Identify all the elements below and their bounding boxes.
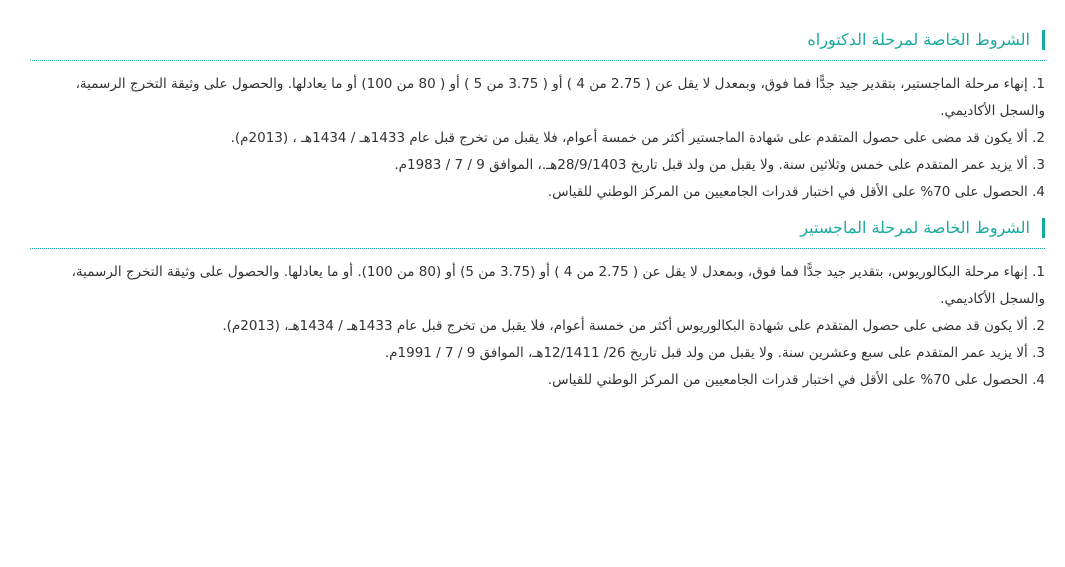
list-item <box>165 340 1045 367</box>
item-number: 1. <box>1032 76 1045 92</box>
item-text: الحصول على 70% على الأقل في اختبار قدرات الجامعيين من المركز الوطني للقياس. <box>547 372 1028 388</box>
list-item <box>30 259 1045 313</box>
masters-section-title: الشروط الخاصة لمرحلة الماجستير <box>30 218 1045 238</box>
item-text: الحصول على 70% على الأقل في اختبار قدرات الجامعيين من المركز الوطني للقياس. <box>547 184 1028 200</box>
item-number: 3. <box>1032 345 1045 361</box>
masters-section-header <box>30 212 1045 249</box>
list-item <box>165 367 1045 394</box>
list-item <box>165 152 1045 179</box>
item-text: إنهاء مرحلة الماجستير، بتقدير جيد جدًّا فما فوق، وبمعدل لا يقل عن ( 2.75 من 4 ) أو ( 3.75 من 5 ) أو ( 80 من 100) أو ما يعادلها. والحصول على وثيقة التخرج الرسمية، والسجل الأكاديمي. <box>75 76 1045 119</box>
phd-conditions-list <box>30 61 1045 212</box>
item-number: 1. <box>1032 264 1045 280</box>
item-text: إنهاء مرحلة البكالوريوس، بتقدير جيد جدًّا فما فوق، وبمعدل لا يقل عن ( 2.75 من 4 ) أو (3.75 من 5) أو (80 من 100). أو ما يعادلها. والحصول على وثيقة التخرج الرسمية، والسجل الأكاديمي. <box>71 264 1045 307</box>
list-item <box>165 179 1045 206</box>
phd-section-title: الشروط الخاصة لمرحلة الدكتوراه <box>30 30 1045 50</box>
phd-section-header <box>30 0 1045 61</box>
item-text: ألا يكون قد مضى على حصول المتقدم على شهادة الماجستير أكثر من خمسة أعوام، فلا يقبل من تخرج قبل عام 1433هـ / 1434هـ ، (2013م). <box>230 130 1028 146</box>
item-text: ألا يزيد عمر المتقدم على خمس وثلاثين سنة. ولا يقبل من ولد قبل تاريخ 28/9/1403هـ.، الموافق 9 / 7 / 1983م. <box>394 157 1028 173</box>
item-number: 2. <box>1032 318 1045 334</box>
item-text: ألا يكون قد مضى على حصول المتقدم على شهادة البكالوريوس أكثر من خمسة أعوام، فلا يقبل من تخرج قبل عام 1433هـ / 1434هـ، (2013م). <box>222 318 1028 334</box>
list-item <box>30 125 1045 152</box>
item-number: 4. <box>1032 184 1045 200</box>
list-item <box>30 313 1045 340</box>
item-number: 3. <box>1032 157 1045 173</box>
item-text: ألا يزيد عمر المتقدم على سبع وعشرين سنة. ولا يقبل من ولد قبل تاريخ 26/ 12/1411هـ، الموافق 9 / 7 / 1991م. <box>384 345 1028 361</box>
item-number: 2. <box>1032 130 1045 146</box>
masters-conditions-list <box>30 249 1045 400</box>
item-number: 4. <box>1032 372 1045 388</box>
list-item <box>30 71 1045 125</box>
